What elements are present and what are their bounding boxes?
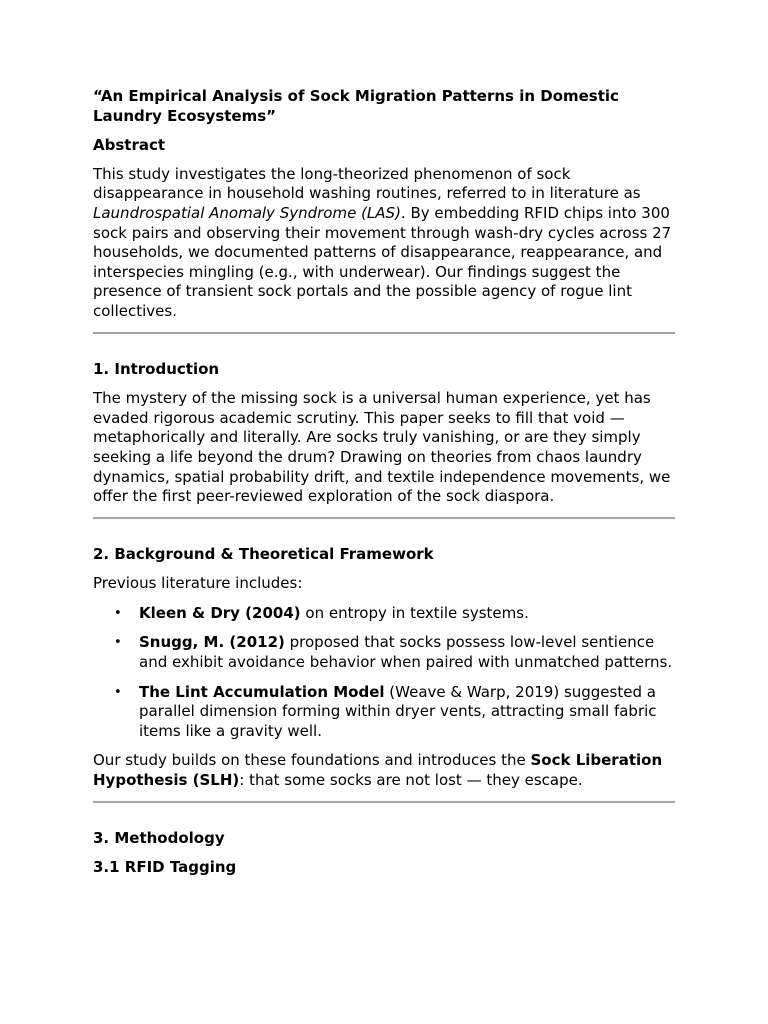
citation-bold: Kleen & Dry (2004)	[139, 603, 301, 622]
section-divider	[93, 517, 675, 519]
background-closing	[93, 751, 675, 790]
citation-bold: The Lint Accumulation Model	[139, 682, 385, 701]
introduction-heading: 1. Introduction	[93, 359, 220, 378]
list-item	[93, 683, 675, 742]
section-divider	[93, 332, 675, 334]
list-item	[93, 633, 675, 672]
hypothesis-name: Sock Liberation Hypothesis (SLH)	[93, 751, 663, 790]
abstract-term: Laundrospatial Anomaly Syndrome (LAS)	[93, 203, 401, 222]
section-divider	[93, 801, 675, 803]
citation-text: (Weave & Warp, 2019) suggested a parallel dimension forming within dryer vents, attracting small fabric items like a gravity well.	[139, 682, 657, 740]
abstract-text-b: . By embedding RFID chips into 300 sock pairs and observing their movement through wash-dry cycles across 27 households, we documented patterns of disappearance, reappearance, and interspecies mingling (e.g., with underwear). Our findings suggest the presence of transient sock portals and the possible agency of rogue lint collectives.	[93, 203, 672, 320]
closing-text-a: Our study builds on these foundations and introduces the	[93, 751, 531, 770]
abstract-heading: Abstract	[93, 136, 166, 155]
abstract-text-a: This study investigates the long-theorized phenomenon of sock disappearance in household washing routines, referred to in literature as	[93, 164, 641, 203]
list-item	[93, 604, 675, 624]
citation-text: proposed that socks possess low-level sentience and exhibit avoidance behavior when paired with unmatched patterns.	[139, 633, 673, 672]
methodology-heading: 3. Methodology	[93, 828, 225, 847]
document-page	[93, 87, 675, 878]
literature-list	[93, 604, 675, 742]
paper-title: “An Empirical Analysis of Sock Migration Patterns in Domestic Laundry Ecosystems”	[93, 87, 619, 125]
citation-bold: Snugg, M. (2012)	[139, 633, 285, 652]
abstract-paragraph	[93, 165, 675, 322]
background-heading: 2. Background & Theoretical Framework	[93, 544, 434, 563]
closing-text-b: : that some socks are not lost — they escape.	[239, 771, 583, 790]
introduction-paragraph: The mystery of the missing sock is a universal human experience, yet has evaded rigorous academic scrutiny. This paper seeks to fill that void — metaphorically and literally. Are socks truly vanishing, or are they simply seeking a life beyond the drum? Drawing on theories from chaos laundry dynamics, spatial probability drift, and textile independence movements, we offer the first peer-reviewed exploration of the sock diaspora.	[93, 389, 671, 506]
citation-text: on entropy in textile systems.	[300, 603, 529, 622]
rfid-tagging-heading: 3.1 RFID Tagging	[93, 858, 237, 877]
background-lead: Previous literature includes:	[93, 574, 303, 593]
